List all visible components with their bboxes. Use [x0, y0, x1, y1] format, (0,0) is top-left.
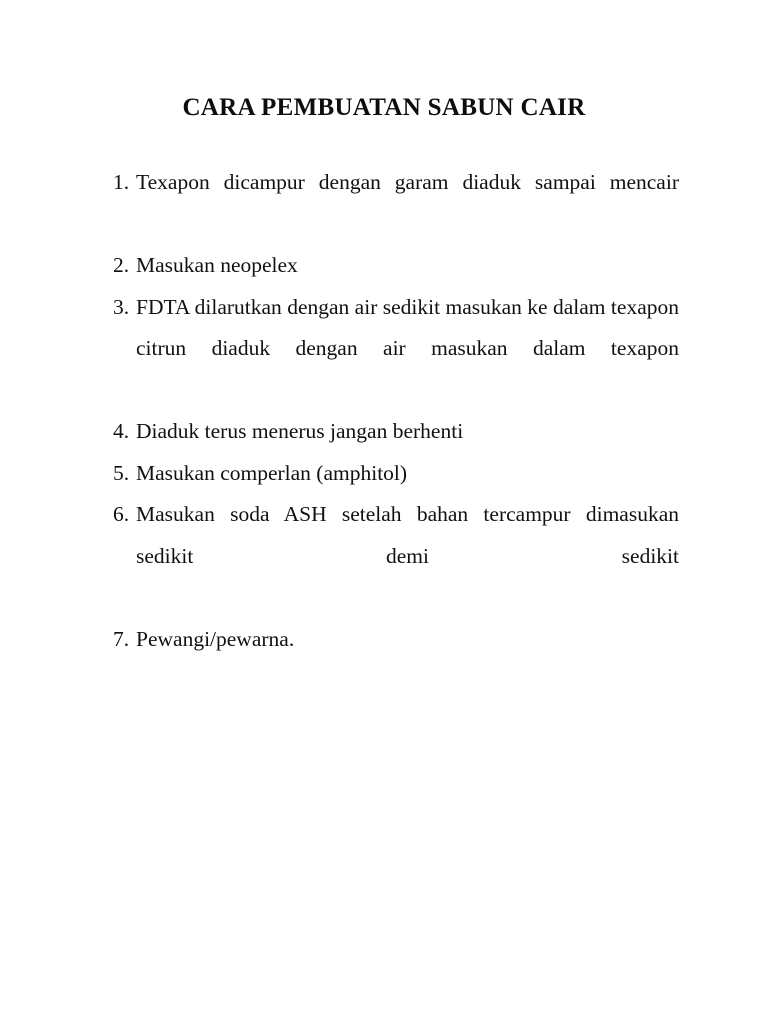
- list-item: [113, 619, 679, 661]
- list-item-number: 6.: [113, 502, 130, 526]
- list-item-number: 3.: [113, 294, 130, 319]
- list-item-text: Diaduk terus menerus jangan berhenti: [136, 419, 464, 443]
- list-item: [113, 162, 679, 245]
- steps-list: [113, 162, 679, 660]
- list-item-number: 5.: [113, 460, 130, 485]
- list-item-text: FDTA dilarutkan dengan air sedikit masukan ke dalam texapon citrun diaduk dengan air masukan dalam texapon: [136, 294, 679, 360]
- list-item-text: Texapon dicampur dengan garam diaduk sampai mencair: [136, 170, 679, 194]
- list-item: [113, 245, 679, 287]
- list-item-text: Masukan soda ASH setelah bahan tercampur dimasukan sedikit demi sedikit: [136, 502, 679, 568]
- list-item-text: Masukan neopelex: [136, 253, 298, 277]
- list-item-number: 7.: [113, 626, 130, 651]
- list-item-number: 2.: [113, 253, 130, 277]
- page-title: CARA PEMBUATAN SABUN CAIR: [182, 93, 586, 121]
- list-item: [113, 411, 679, 453]
- list-item-text: Masukan comperlan (amphitol): [136, 460, 408, 485]
- list-item-text: Pewangi/pewarna.: [136, 626, 295, 651]
- list-item: [113, 494, 679, 619]
- list-item: [113, 453, 679, 495]
- list-item: [113, 287, 679, 412]
- list-item-number: 4.: [113, 419, 130, 443]
- list-item-number: 1.: [113, 170, 130, 194]
